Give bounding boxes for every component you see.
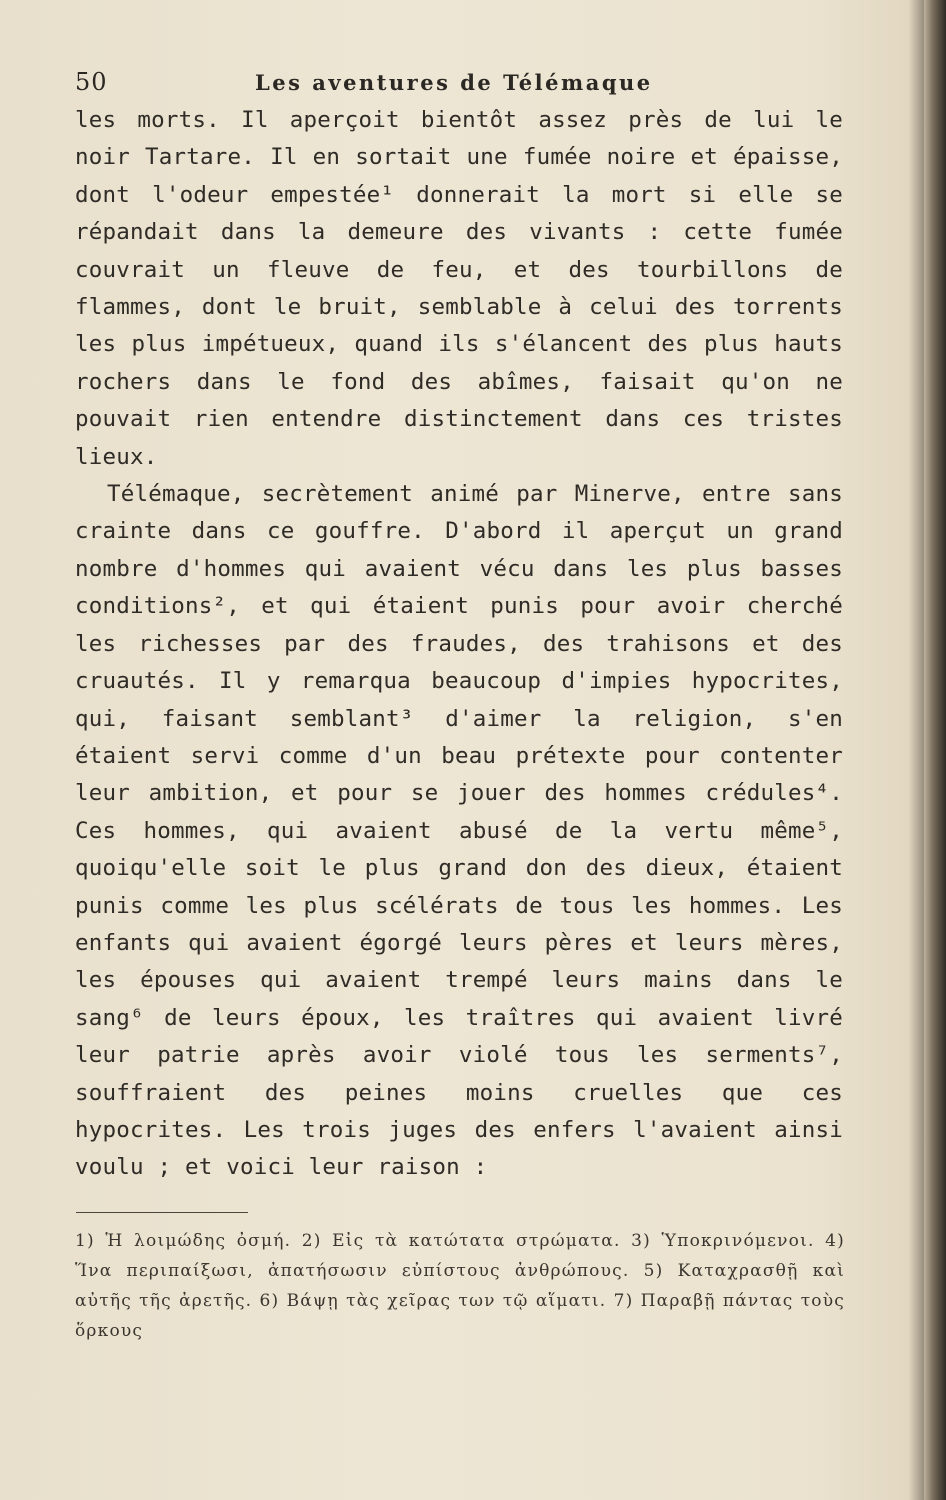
paragraph-1: les morts. Il aperçoit bientôt assez près de lui le noir Tartare. Il en sortait une fumée noire et épaisse, dont l'odeur empestée¹ donnerait la mort si elle se répandait dans la demeure des vivants : cette fumée couvrait un fleuve de feu, et des tourbillons de flammes, dont le bruit, semblable à celui des torrents les plus impétueux, quand ils s'élancent des plus hauts rochers dans le fond des abîmes, faisait qu'on ne pouvait rien entendre distinctement dans ces tristes lieux.: [75, 107, 843, 470]
running-title: Les aventures de Télémaque: [255, 70, 653, 95]
footnotes: 1) Ἡ λοιμώδης ὀσμή. 2) Εἰς τὰ κατώτατα στρώματα. 3) Ὑποκρινόμενοι. 4) Ἵνα περιπαίξωσι, ἀπατήσωσιν εὐπίστους ἀνθρώπους. 5) Καταχρασθῇ καὶ αὐτῆς τῆς ἀρετῆς. 6) Βάψῃ τὰς χεῖρας των τῷ αἵματι. 7) Παραβῇ πάντας τοὺς ὅρκους: [75, 1231, 845, 1341]
footnote-divider: [76, 1212, 248, 1213]
page-header: [75, 64, 835, 100]
paragraph-2: Télémaque, secrètement animé par Minerve, entre sans crainte dans ce gouffre. D'abord il aperçut un grand nombre d'hommes qui avaient vécu dans les plus basses conditions², et qui étaient punis pour avoir cherché les richesses par des fraudes, des trahisons et des cruautés. Il y remarqua beaucoup d'impies hypocrites, qui, faisant semblant³ d'aimer la religion, s'en étaient servi comme d'un beau prétexte pour contenter leur ambition, et pour se jouer des hommes crédules⁴. Ces hommes, qui avaient abusé de la vertu même⁵, quoiqu'elle soit le plus grand don des dieux, étaient punis comme les plus scélérats de tous les hommes. Les enfants qui avaient égorgé leurs pères et leurs mères, les épouses qui avaient trempé leurs mains dans le sang⁶ de leurs époux, les traîtres qui avaient livré leur patrie après avoir violé tous les serments⁷, souffraient des peines moins cruelles que ces hypocrites. Les trois juges des enfers l'avaient ainsi voulu ; et voici leur raison :: [75, 481, 843, 1181]
page-number: 50: [75, 68, 108, 96]
main-text: [75, 102, 843, 1187]
page-binding-edge: [924, 0, 946, 1500]
